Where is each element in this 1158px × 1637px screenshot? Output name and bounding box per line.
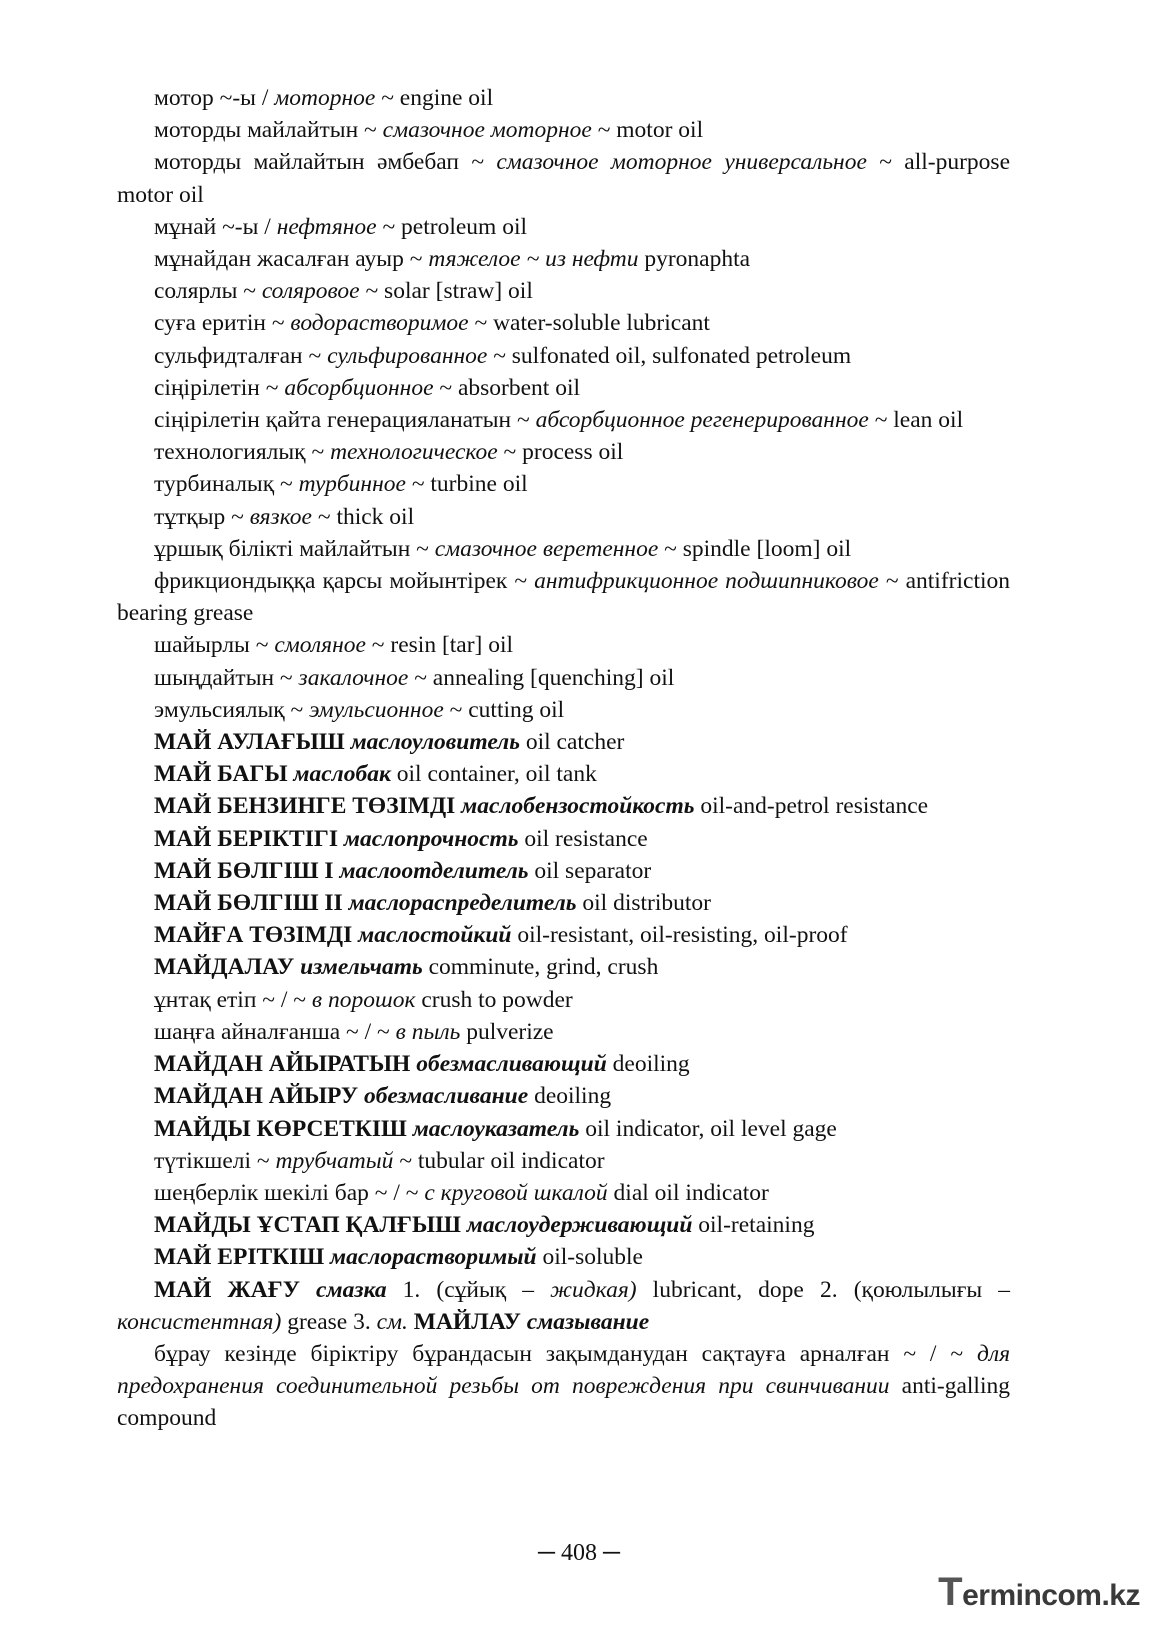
entry-russian-term: жидкая) [550,1276,637,1303]
entry-headword: маслорастворимый [330,1244,537,1271]
entry-headword: МАЙДЫ КӨРСЕТКІШ [154,1115,413,1142]
entry-russian-term: закалочное [298,664,409,691]
entry-text: фрикциондыққа қарсы мойынтірек ~ [154,568,535,595]
dictionary-entry [117,404,1010,436]
entry-text: anti-galling compound [117,1373,1010,1432]
entry-text: oil resistance [518,825,648,852]
entry-headword: маслоудерживающий [466,1212,693,1239]
entry-text: oil separator [528,857,652,884]
entry-headword: маслораспределитель [348,890,577,917]
entry-text: ұнтақ етіп ~ / ~ [154,986,312,1013]
entry-text: сіңірілетін қайта генерацияланатын ~ [154,407,536,434]
entry-text: моторды майлайтын әмбебап ~ [154,149,497,176]
entry-text: шыңдайтын ~ [154,664,299,691]
entry-russian-term: смазочное веретенное [434,535,659,562]
dictionary-entry [117,758,1010,790]
dictionary-entry [117,1048,1010,1080]
dictionary-entry [117,919,1010,951]
entry-russian-term: тяжелое ~ из нефти [428,246,639,273]
entry-text: oil distributor [576,890,711,917]
entry-headword: смазывание [526,1308,650,1335]
entry-text: эмульсиялық ~ [154,696,310,723]
entry-headword: обезмасливание [363,1083,529,1110]
entry-text: ~ lean oil [868,407,964,434]
dictionary-entry [117,951,1010,983]
dictionary-entry [117,565,1010,629]
entry-headword: маслобензостойкость [461,793,695,820]
entry-text: мұнайдан жасалған ауыр ~ [154,246,429,273]
dictionary-entry [117,1241,1010,1273]
entry-russian-term: с круговой шкалой [424,1179,608,1206]
dictionary-entry [117,1016,1010,1048]
entry-headword: маслопрочность [343,825,519,852]
entry-russian-term: турбинное [298,471,406,498]
entry-headword: МАЙ БӨЛГІШ ІІ [154,890,349,917]
entry-russian-term: в порошок [311,986,416,1013]
entry-text: ~ resin [tar] oil [365,632,514,659]
entry-russian-term: см. [376,1308,408,1335]
entry-text: ~ spindle [loom] oil [658,535,852,562]
entry-text: ~ tubular oil indicator [393,1147,605,1174]
entry-text: oil container, oil tank [390,761,597,788]
dictionary-entry [117,1177,1010,1209]
entry-headword: МАЙ БӨЛГІШ І [154,857,340,884]
entry-text: мотор ~-ы / [154,85,275,111]
dictionary-entry [117,468,1010,500]
entry-text: deoiling [528,1083,612,1110]
entry-text: ~ engine oil [375,85,494,111]
entry-russian-term: смоляное [274,632,366,659]
entry-text: ~ all-purpose motor oil [117,149,1010,208]
entry-russian-term: абсорбционное [284,374,434,401]
entry-text: мұнай ~-ы / [154,213,277,240]
entry-text: ~ process oil [497,439,624,466]
entry-text: ~ petroleum oil [376,213,528,240]
entry-text: шаңға айналғанша ~ / ~ [154,1018,396,1045]
entry-text: сульфидталған ~ [154,342,328,369]
entry-text: шеңберлік шекілі бар ~ / ~ [154,1179,425,1206]
dictionary-entry [117,114,1010,146]
dictionary-entry [117,211,1010,243]
entry-text: ~ annealing [quenching] oil [408,664,675,691]
entry-headword: измельчать [300,954,423,981]
entry-text: deoiling [606,1051,690,1078]
entry-russian-term: сульфированное [327,342,488,369]
dictionary-entry [117,340,1010,372]
entry-text: oil-retaining [692,1212,815,1239]
dictionary-page [117,82,1010,1435]
entry-text: ~ water-soluble lubricant [468,310,710,337]
entry-headword: МАЙ БАГЫ [154,761,294,788]
entry-text: comminute, grind, crush [422,954,659,981]
entry-headword: МАЙҒА ТӨЗІМДІ [154,922,359,949]
entry-headword: МАЙ БЕРІКТІГІ [154,825,344,852]
dictionary-entry [117,887,1010,919]
entry-headword: МАЙ ЕРІТКІШ [154,1244,331,1271]
entry-headword: МАЙ АУЛАҒЫШ [154,729,351,756]
entry-russian-term: моторное [274,85,376,111]
entry-text: ~ turbine oil [405,471,528,498]
entry-headword: маслоуловитель [350,729,520,756]
entry-text: шайырлы ~ [154,632,275,659]
entry-headword: МАЙДАЛАУ [154,954,301,981]
entry-russian-term: смазочное моторное [382,117,592,144]
dictionary-entry [117,1145,1010,1177]
entry-text: түтікшелі ~ [154,1147,276,1174]
dictionary-entry [117,307,1010,339]
entry-text: технологиялық ~ [154,439,331,466]
dictionary-entry [117,1338,1010,1435]
entry-headword: МАЙДАН АЙЫРУ [154,1083,364,1110]
dictionary-entry [117,372,1010,404]
entry-russian-term: трубчатый [275,1147,394,1174]
entry-russian-term: нефтяное [276,213,377,240]
entry-text: сіңірілетін ~ [154,374,285,401]
entry-headword: маслоотделитель [339,857,529,884]
entry-text: pyronaphta [638,246,751,273]
watermark-initial: T [938,1570,963,1614]
entry-headword: МАЙ ЖАҒУ [154,1276,317,1303]
dictionary-entry [117,662,1010,694]
entry-russian-term: смазочное моторное универсальное [496,149,867,176]
entry-text: ~ antifriction bearing grease [117,568,1010,627]
entry-text: ~ solar [straw] oil [359,278,533,305]
entry-headword: МАЙ БЕНЗИНГЕ ТӨЗІМДІ [154,793,462,820]
entry-text: ~ sulfonated oil, sulfonated petroleum [487,342,852,369]
entry-russian-term: для предохранения соединительной резьбы от повреждения при свинчивании [117,1340,1010,1400]
entry-russian-term: вязкое [249,503,312,530]
entry-russian-term: технологическое [330,439,498,466]
entry-text: бұрау кезінде біріктіру бұрандасын зақымданудан сақтауға арналған ~ / ~ [154,1340,977,1367]
dictionary-entry [117,629,1010,661]
entry-text: ~ absorbent oil [433,374,581,401]
entry-text: lubricant, dope 2. (қоюлылығы – [636,1276,1010,1303]
dictionary-entry [117,275,1010,307]
entry-headword: МАЙДАН АЙЫРАТЫН [154,1051,417,1078]
entry-russian-term: консистентная) [117,1308,282,1335]
dictionary-entry [117,790,1010,822]
dictionary-entry [117,243,1010,275]
dictionary-entry [117,1113,1010,1145]
entry-russian-term: соляровое [261,278,360,305]
entry-text: ~ thick oil [311,503,415,530]
dictionary-entry [117,436,1010,468]
entry-russian-term: эмульсионное [309,696,444,723]
watermark-text: ermincom.kz [962,1579,1140,1612]
entry-text: grease 3. [281,1308,377,1335]
dictionary-entry [117,823,1010,855]
dictionary-entry [117,1209,1010,1241]
entry-text: oil-and-petrol resistance [694,793,929,820]
entry-headword: маслостойкий [358,922,512,949]
dictionary-entry [117,82,1010,114]
dictionary-entry [117,1274,1010,1338]
entry-russian-term: абсорбционное регенерированное [535,407,869,434]
dictionary-entry [117,726,1010,758]
entry-russian-term: водорастворимое [290,310,469,337]
entry-headword: МАЙДЫ ҰСТАП ҚАЛҒЫШ [154,1212,467,1239]
entry-text: oil indicator, oil level gage [579,1115,837,1142]
entry-headword: маслоуказатель [412,1115,580,1142]
entry-headword: обезмасливающий [416,1051,607,1078]
dictionary-entry [117,146,1010,210]
entry-text: ~ motor oil [591,117,704,144]
entry-text: моторды майлайтын ~ [154,117,383,144]
entry-text: oil-resistant, oil-resisting, oil-proof [511,922,848,949]
entry-text: pulverize [460,1018,554,1045]
entry-text: ~ cutting oil [443,696,565,723]
dictionary-entry [117,694,1010,726]
entry-text: crush to powder [415,986,573,1013]
site-watermark-logo [938,1570,1140,1615]
entry-text: oil catcher [519,729,625,756]
entry-text: dial oil indicator [607,1179,769,1206]
entry-headword: смазка [316,1276,387,1303]
entry-text: 1. (сұйық – [386,1276,551,1303]
dictionary-entry [117,1080,1010,1112]
dictionary-entry [117,984,1010,1016]
entry-headword: МАЙЛАУ [407,1308,527,1335]
entry-text: солярлы ~ [154,278,262,305]
entry-russian-term: в пыль [395,1018,461,1045]
entry-text: турбиналық ~ [154,471,299,498]
entry-text: суға еритін ~ [154,310,291,337]
dictionary-entry [117,855,1010,887]
dictionary-entry [117,533,1010,565]
entry-text: oil-soluble [536,1244,643,1271]
dictionary-entry [117,501,1010,533]
entry-text: тұтқыр ~ [154,503,250,530]
page-number: ─ 408 ─ [537,1540,620,1566]
entry-russian-term: антифрикционное подшипниковое [534,568,879,595]
entry-headword: маслобак [293,761,391,788]
entry-text: ұршық білікті майлайтын ~ [154,535,435,562]
